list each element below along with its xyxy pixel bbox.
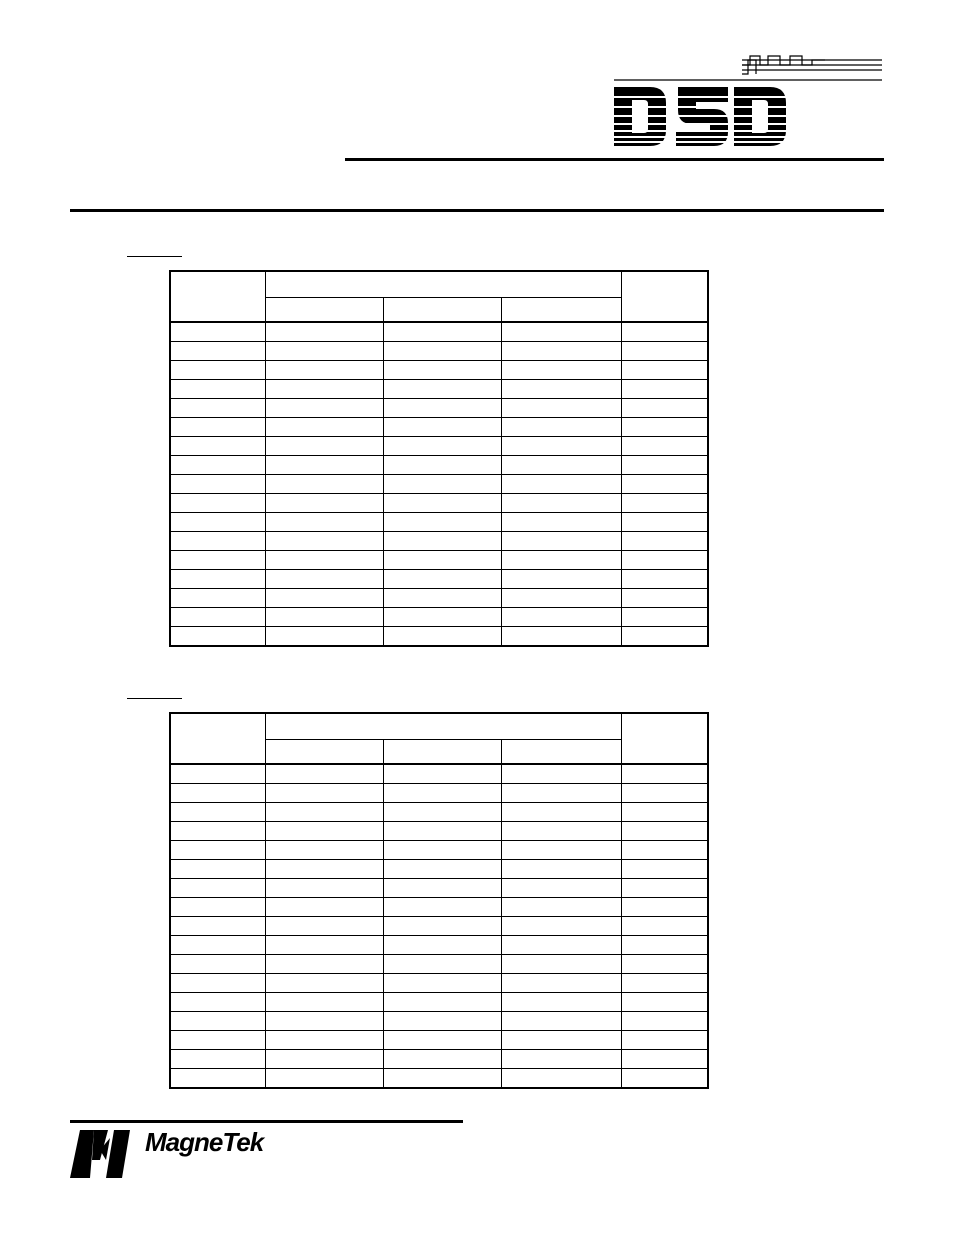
table2-cell (501, 822, 621, 841)
table1-cell (621, 513, 708, 532)
table2-cell (621, 1012, 708, 1031)
table1-cell (265, 342, 383, 361)
table2-subheader-b (383, 740, 501, 765)
table-row (170, 803, 708, 822)
table-row (170, 879, 708, 898)
table2-cell (383, 1069, 501, 1089)
table1-cell (265, 399, 383, 418)
table1-cell (170, 475, 265, 494)
table-row (170, 380, 708, 399)
table1-cell (383, 475, 501, 494)
table2-cell (621, 1031, 708, 1050)
table1-subheader-b (383, 298, 501, 323)
table1-cell (501, 418, 621, 437)
table2-cell (501, 1031, 621, 1050)
table2-cell (383, 879, 501, 898)
table2-cell (170, 898, 265, 917)
table-row (170, 437, 708, 456)
table2-cell (621, 803, 708, 822)
table-row (170, 456, 708, 475)
table2-cell (383, 993, 501, 1012)
table1-cell (621, 342, 708, 361)
table1-cell (265, 456, 383, 475)
table2-cell (501, 860, 621, 879)
footer-rule (70, 1120, 463, 1123)
table2-cell (170, 974, 265, 993)
table-row (170, 764, 708, 784)
table-row (170, 361, 708, 380)
table2-cell (501, 974, 621, 993)
table-2 (169, 712, 709, 1089)
table2-cell (265, 936, 383, 955)
table2-cell (501, 898, 621, 917)
header-rule-short (345, 158, 884, 161)
table1-cell (383, 551, 501, 570)
table2-subheader-c (501, 740, 621, 765)
table1-cell (383, 322, 501, 342)
table2-cell (383, 898, 501, 917)
table2-cell (383, 1012, 501, 1031)
table-row (170, 608, 708, 627)
table2-cell (501, 803, 621, 822)
table2-cell (170, 1031, 265, 1050)
table1-label (127, 244, 182, 257)
table1-cell (383, 342, 501, 361)
table1-cell (621, 322, 708, 342)
table1-cell (170, 608, 265, 627)
header-rule-full (70, 209, 884, 212)
table2-cell (383, 784, 501, 803)
table1-cell (383, 456, 501, 475)
table1-cell (383, 494, 501, 513)
table2-cell (170, 955, 265, 974)
table2-cell (265, 879, 383, 898)
table1-cell (383, 589, 501, 608)
table1-cell (170, 570, 265, 589)
table-row (170, 974, 708, 993)
table1-cell (170, 418, 265, 437)
table-row (170, 322, 708, 342)
table1-cell (501, 627, 621, 647)
table2-cell (621, 955, 708, 974)
table-row (170, 936, 708, 955)
table2-cell (265, 993, 383, 1012)
table1-cell (170, 627, 265, 647)
table2-cell (621, 841, 708, 860)
table2-cell (383, 860, 501, 879)
table1-cell (265, 513, 383, 532)
brand-name: MagneTek (145, 1127, 264, 1157)
table2-header-col1 (170, 713, 265, 764)
table2-cell (170, 1012, 265, 1031)
table1-subheader-a (265, 298, 383, 323)
table-row (170, 955, 708, 974)
table2-cell (383, 955, 501, 974)
table1-cell (170, 551, 265, 570)
table1-cell (170, 322, 265, 342)
table2-cell (170, 764, 265, 784)
table2-cell (383, 974, 501, 993)
table1-cell (501, 342, 621, 361)
table1-cell (501, 494, 621, 513)
table2-cell (501, 841, 621, 860)
table-row (170, 1069, 708, 1089)
table2-cell (501, 993, 621, 1012)
table2-cell (383, 917, 501, 936)
table2-cell (501, 1069, 621, 1089)
table1-header-col5 (621, 271, 708, 322)
table2-cell (170, 784, 265, 803)
table2-cell (383, 1050, 501, 1069)
table1-cell (621, 589, 708, 608)
table1-cell (170, 456, 265, 475)
table1-cell (383, 418, 501, 437)
table1-cell (621, 456, 708, 475)
table1-cell (170, 380, 265, 399)
table-row (170, 1050, 708, 1069)
table2-cell (265, 955, 383, 974)
table-row (170, 570, 708, 589)
table1-header-group (265, 271, 621, 298)
table2-cell (621, 822, 708, 841)
table1-subheader-c (501, 298, 621, 323)
table-row (170, 551, 708, 570)
table1-cell (265, 532, 383, 551)
table1-cell (501, 513, 621, 532)
table-row (170, 589, 708, 608)
table-row (170, 784, 708, 803)
table2-cell (265, 841, 383, 860)
table1-cell (170, 399, 265, 418)
table1-cell (621, 475, 708, 494)
table2-label (127, 686, 182, 699)
table2-cell (621, 860, 708, 879)
table2-cell (170, 917, 265, 936)
table1-cell (621, 361, 708, 380)
table1-cell (265, 551, 383, 570)
table-row (170, 993, 708, 1012)
table2-cell (383, 764, 501, 784)
table1-cell (265, 361, 383, 380)
table2-cell (265, 1031, 383, 1050)
table1-cell (621, 399, 708, 418)
table2-cell (621, 974, 708, 993)
table1-cell (621, 380, 708, 399)
table1-cell (383, 361, 501, 380)
table1-cell (383, 608, 501, 627)
table2-cell (501, 784, 621, 803)
table2-cell (501, 764, 621, 784)
table1-cell (501, 608, 621, 627)
table2-subheader-a (265, 740, 383, 765)
table2-cell (265, 974, 383, 993)
table1-cell (383, 513, 501, 532)
table2-cell (383, 1031, 501, 1050)
table1-cell (265, 380, 383, 399)
table2-cell (383, 822, 501, 841)
table1-cell (265, 475, 383, 494)
table2-cell (621, 993, 708, 1012)
table1-cell (501, 361, 621, 380)
table-row (170, 627, 708, 647)
table2-cell (621, 784, 708, 803)
table2-cell (265, 1050, 383, 1069)
table1-cell (501, 589, 621, 608)
table2-cell (265, 822, 383, 841)
table2-cell (170, 993, 265, 1012)
table-row (170, 1031, 708, 1050)
table1-cell (170, 532, 265, 551)
table1-cell (383, 570, 501, 589)
table-row (170, 917, 708, 936)
table1-cell (383, 399, 501, 418)
table2-cell (265, 860, 383, 879)
table1-cell (501, 532, 621, 551)
table1-cell (621, 418, 708, 437)
table-row (170, 898, 708, 917)
table2-cell (265, 917, 383, 936)
table1-cell (170, 342, 265, 361)
table1-cell (621, 494, 708, 513)
table-1 (169, 270, 709, 647)
table1-cell (170, 513, 265, 532)
magnetek-m-icon (70, 1130, 140, 1180)
table2-cell (170, 936, 265, 955)
table1-cell (501, 551, 621, 570)
table2-cell (265, 898, 383, 917)
table1-cell (265, 437, 383, 456)
table2-cell (383, 841, 501, 860)
table1-cell (621, 437, 708, 456)
table1-cell (265, 589, 383, 608)
table1-cell (170, 437, 265, 456)
table2-cell (501, 955, 621, 974)
table-row (170, 1012, 708, 1031)
table-row (170, 513, 708, 532)
table2-cell (170, 841, 265, 860)
table1-cell (501, 456, 621, 475)
table1-cell (265, 494, 383, 513)
table-row (170, 475, 708, 494)
table1-cell (501, 399, 621, 418)
table-row (170, 342, 708, 361)
table-row (170, 822, 708, 841)
table2-cell (170, 822, 265, 841)
table2-cell (383, 936, 501, 955)
table1-cell (383, 532, 501, 551)
table2-cell (621, 879, 708, 898)
table2-body (170, 764, 708, 1088)
table2-cell (621, 898, 708, 917)
table1-cell (501, 570, 621, 589)
table1-cell (265, 322, 383, 342)
table1-cell (621, 627, 708, 647)
table-row (170, 418, 708, 437)
table1-cell (621, 532, 708, 551)
table2-header-group (265, 713, 621, 740)
table1-cell (383, 380, 501, 399)
table1-header-col1 (170, 271, 265, 322)
table2-cell (383, 803, 501, 822)
table2-cell (170, 1069, 265, 1089)
table2-cell (501, 1050, 621, 1069)
table1-cell (501, 475, 621, 494)
table2-cell (170, 879, 265, 898)
table1-cell (170, 589, 265, 608)
table-row (170, 494, 708, 513)
table-row (170, 860, 708, 879)
table2-cell (170, 803, 265, 822)
table-row (170, 399, 708, 418)
table2-cell (265, 764, 383, 784)
table2-header-col5 (621, 713, 708, 764)
table-row (170, 841, 708, 860)
table2-cell (621, 764, 708, 784)
table1-cell (170, 494, 265, 513)
table1-cell (501, 322, 621, 342)
table1-cell (621, 608, 708, 627)
table2-cell (501, 936, 621, 955)
table1-cell (265, 608, 383, 627)
table2-cell (265, 803, 383, 822)
table2-cell (265, 784, 383, 803)
table1-cell (383, 627, 501, 647)
dsd-logo (600, 50, 890, 152)
table2-cell (621, 936, 708, 955)
table1-cell (265, 418, 383, 437)
table1-cell (621, 570, 708, 589)
table2-cell (621, 917, 708, 936)
table1-cell (265, 570, 383, 589)
table2-cell (501, 879, 621, 898)
table2-cell (265, 1012, 383, 1031)
table2-cell (265, 1069, 383, 1089)
table1-cell (170, 361, 265, 380)
table2-cell (621, 1050, 708, 1069)
table2-cell (501, 917, 621, 936)
table2-cell (621, 1069, 708, 1089)
table1-cell (621, 551, 708, 570)
table-row (170, 532, 708, 551)
table1-cell (265, 627, 383, 647)
table1-body (170, 322, 708, 646)
table1-cell (501, 437, 621, 456)
table1-cell (383, 437, 501, 456)
table2-cell (501, 1012, 621, 1031)
table2-cell (170, 1050, 265, 1069)
table1-cell (501, 380, 621, 399)
table2-cell (170, 860, 265, 879)
